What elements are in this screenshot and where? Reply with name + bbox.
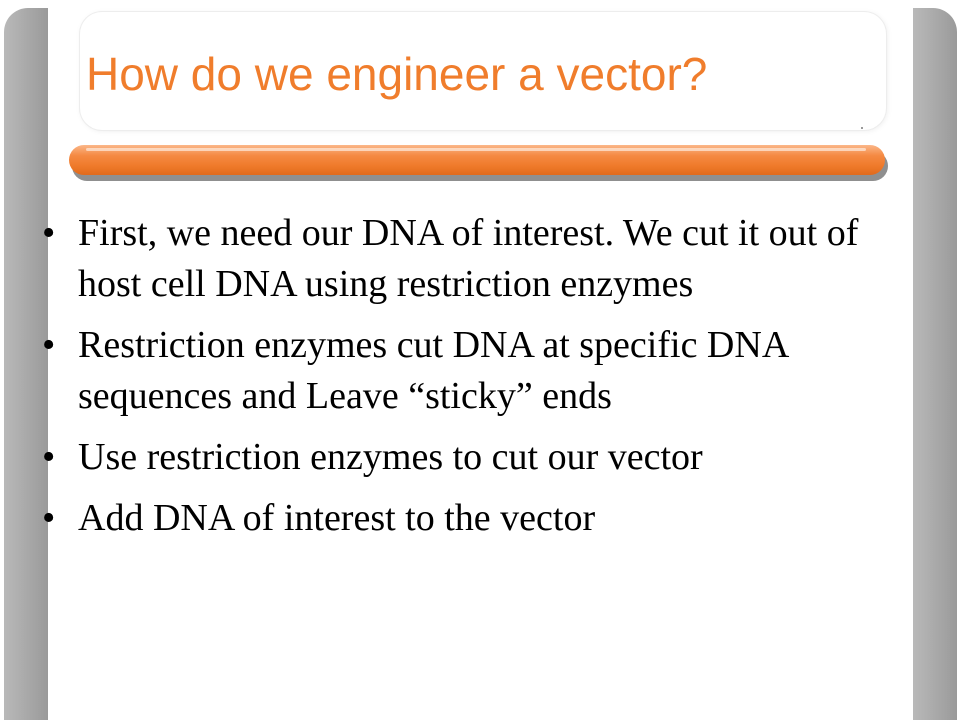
bullet-text: Add DNA of interest to the vector	[78, 497, 596, 539]
right-side-bar	[913, 8, 957, 720]
bullet-list	[42, 208, 912, 554]
slide-title: How do we engineer a vector?	[86, 48, 708, 100]
bullet-item	[42, 432, 912, 483]
bullet-dot-icon: •	[42, 436, 56, 478]
bullet-dot-icon: •	[42, 497, 56, 539]
bullet-item	[42, 208, 912, 310]
bullet-text: First, we need our DNA of interest. We cut it out of host cell DNA using restriction enzymes	[78, 212, 859, 305]
bullet-item	[42, 493, 912, 544]
bullet-dot-icon: •	[42, 324, 56, 366]
title-frame-dot	[861, 127, 863, 129]
bullet-text: Restriction enzymes cut DNA at specific DNA sequences and Leave “sticky” ends	[78, 324, 788, 417]
bullet-item	[42, 320, 912, 422]
accent-bar-highlight	[86, 148, 866, 151]
bullet-dot-icon: •	[42, 212, 56, 254]
bullet-text: Use restriction enzymes to cut our vector	[78, 436, 703, 478]
